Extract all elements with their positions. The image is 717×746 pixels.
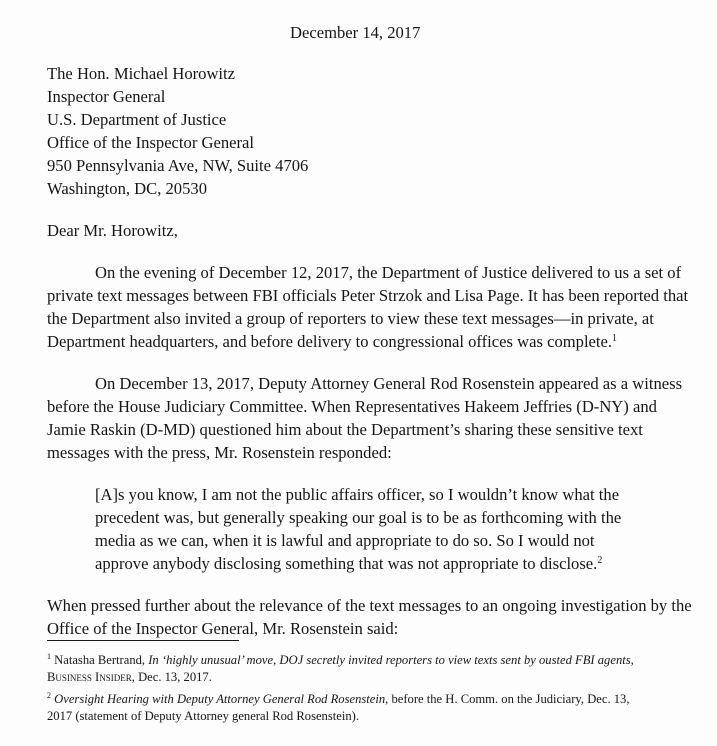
address-line: Office of the Inspector General xyxy=(47,133,255,152)
footnote-1 xyxy=(47,652,634,668)
footnote-article-title: In ‘highly unusual’ move, DOJ secretly invited reporters to view texts sent by ousted FBI agents xyxy=(148,653,631,667)
address-line: Inspector General xyxy=(47,87,166,106)
letter-date: December 14, 2017 xyxy=(290,23,421,42)
address-line: 950 Pennsylvania Ave, NW, Suite 4706 xyxy=(47,156,309,175)
footnote-number: 2 xyxy=(47,691,51,700)
paragraph-line: private text messages between FBI officials Peter Strzok and Lisa Page. It has been reported that xyxy=(47,286,689,305)
footnote-number: 1 xyxy=(47,652,51,661)
paragraph-line: Jamie Raskin (D-MD) questioned him about the Department’s sharing these sensitive text xyxy=(47,420,643,439)
paragraph-line: On the evening of December 12, 2017, the Department of Justice delivered to us a set of xyxy=(95,263,682,282)
footnote-2 xyxy=(47,691,630,707)
footnote-ref-2: 2 xyxy=(597,555,603,566)
paragraph-text: Department headquarters, and before delivery to congressional offices was complete. xyxy=(47,332,613,351)
footnote-divider xyxy=(47,640,239,641)
quote-line xyxy=(95,554,602,574)
footnote-author: Natasha Bertrand, xyxy=(54,653,149,667)
salutation: Dear Mr. Horowitz, xyxy=(47,221,178,240)
footnote-text: , before the H. Comm. on the Judiciary, Dec. 13, xyxy=(385,692,630,706)
quote-line: [A]s you know, I am not the public affairs officer, so I wouldn’t know what the xyxy=(95,485,620,504)
footnote-publication: Business Insider xyxy=(47,670,132,684)
footnote-2-line-2: 2017 (statement of Deputy Attorney general Rod Rosenstein). xyxy=(47,709,359,723)
paragraph-line xyxy=(47,332,617,352)
paragraph-line: before the House Judiciary Committee. When Representatives Hakeem Jeffries (D-NY) and xyxy=(47,397,657,416)
paragraph-line: Office of the Inspector General, Mr. Rosenstein said: xyxy=(47,619,399,638)
paragraph-line: On December 13, 2017, Deputy Attorney General Rod Rosenstein appeared as a witness xyxy=(95,374,683,393)
paragraph-line: the Department also invited a group of reporters to view these text messages—in private, at xyxy=(47,309,654,328)
footnote-1-line-2 xyxy=(47,669,212,685)
address-line: U.S. Department of Justice xyxy=(47,110,227,129)
quote-line: precedent was, but generally speaking our goal is to be as forthcoming with the xyxy=(95,508,622,527)
footnote-punct: , xyxy=(630,653,634,667)
footnote-hearing-title: Oversight Hearing with Deputy Attorney General Rod Rosenstein xyxy=(54,692,386,706)
footnote-ref-1: 1 xyxy=(612,333,618,344)
address-line: Washington, DC, 20530 xyxy=(47,179,207,198)
quote-text: approve anybody disclosing something that was not appropriate to disclose. xyxy=(95,554,598,573)
paragraph-line: messages with the press, Mr. Rosenstein responded: xyxy=(47,443,392,462)
quote-line: media as we can, when it is lawful and appropriate to do so. So I would not xyxy=(95,531,595,550)
address-line: The Hon. Michael Horowitz xyxy=(47,64,236,83)
footnote-date: , Dec. 13, 2017. xyxy=(131,670,212,684)
paragraph-line: When pressed further about the relevance of the text messages to an ongoing investigation by the xyxy=(47,596,692,615)
